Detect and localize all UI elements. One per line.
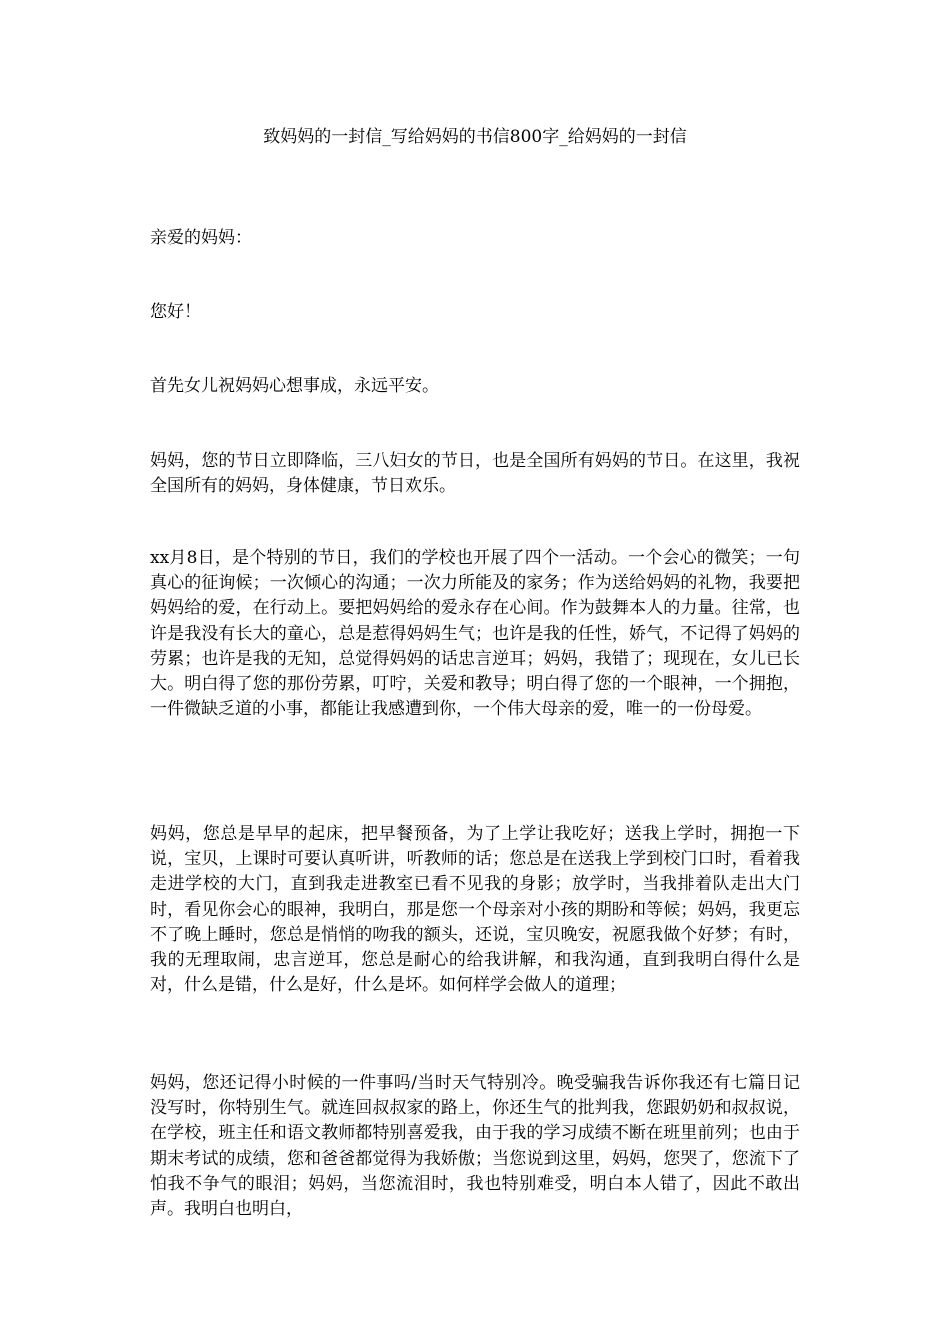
paragraph: 妈妈，您总是早早的起床，把早餐预备，为了上学让我吃好；送我上学时，拥抱一下说，宝贝，上课时可要认真听讲，听教师的话；您总是在送我上学到校门口时，看着我走进学校的大门，直到我走进教室已看不见我的身影；放学时，当我排着队走出大门时，看见你会心的眼神，我明白，那是您一个母亲对小孩的期盼和等候；妈妈，我更忘不了晚上睡时，您总是悄悄的吻我的额头，还说，宝贝晚安，祝愿我做个好梦；有时，我的无理取闹，忠言逆耳，您总是耐心的给我讲解，和我沟通，直到我明白得什么是对，什么是错，什么是好，什么是坏。如何样学会做人的道理； <box>150 824 800 996</box>
paragraph: 妈妈，您的节日立即降临，三八妇女的节日，也是全国所有妈妈的节日。在这里，我祝全国所有的妈妈，身体健康，节日欢乐。 <box>150 451 800 497</box>
paragraph: 妈妈，您还记得小时候的一件事吗/当时天气特别冷。晚受骗我告诉你我还有七篇日记没写时，你特别生气。就连回叔叔家的路上，你还生气的批判我，您跟奶奶和叔叔说，在学校，班主任和语文教师都特别喜爱我，由于我的学习成绩不断在班里前列；也由于期末考试的成绩，您和爸爸都觉得为我娇傲；当您说到这里，妈妈，您哭了，您流下了怕我不争气的眼泪；妈妈，当您流泪时，我也特别难受，明白本人错了，因此不敢出声。我明白也明白， <box>150 1073 800 1220</box>
opening-wish: 首先女儿祝妈妈心想事成，永远平安。 <box>150 376 439 396</box>
salutation: 亲爱的妈妈： <box>150 228 252 248</box>
document-title: 致妈妈的一封信_写给妈妈的书信800字_给妈妈的一封信 <box>263 127 687 147</box>
greeting: 您好！ <box>150 302 201 322</box>
paragraph: xx月8日，是个特别的节日，我们的学校也开展了四个一活动。一个会心的微笑；一句真心的征询候；一次倾心的沟通；一次力所能及的家务；作为送给妈妈的礼物，我要把妈妈给的爱，在行动上。要把妈妈给的爱永存在心间。作为鼓舞本人的力量。往常，也许是我没有长大的童心，总是惹得妈妈生气；也许是我的任性，娇气，不记得了妈妈的劳累；也许是我的无知，总觉得妈妈的话忠言逆耳；妈妈，我错了；现现在，女儿已长大。明白得了您的那份劳累，叮咛，关爱和教导；明白得了您的一个眼神，一个拥抱，一件微缺乏道的小事，都能让我感遭到你，一个伟大母亲的爱，唯一的一份母爱。 <box>150 548 800 720</box>
